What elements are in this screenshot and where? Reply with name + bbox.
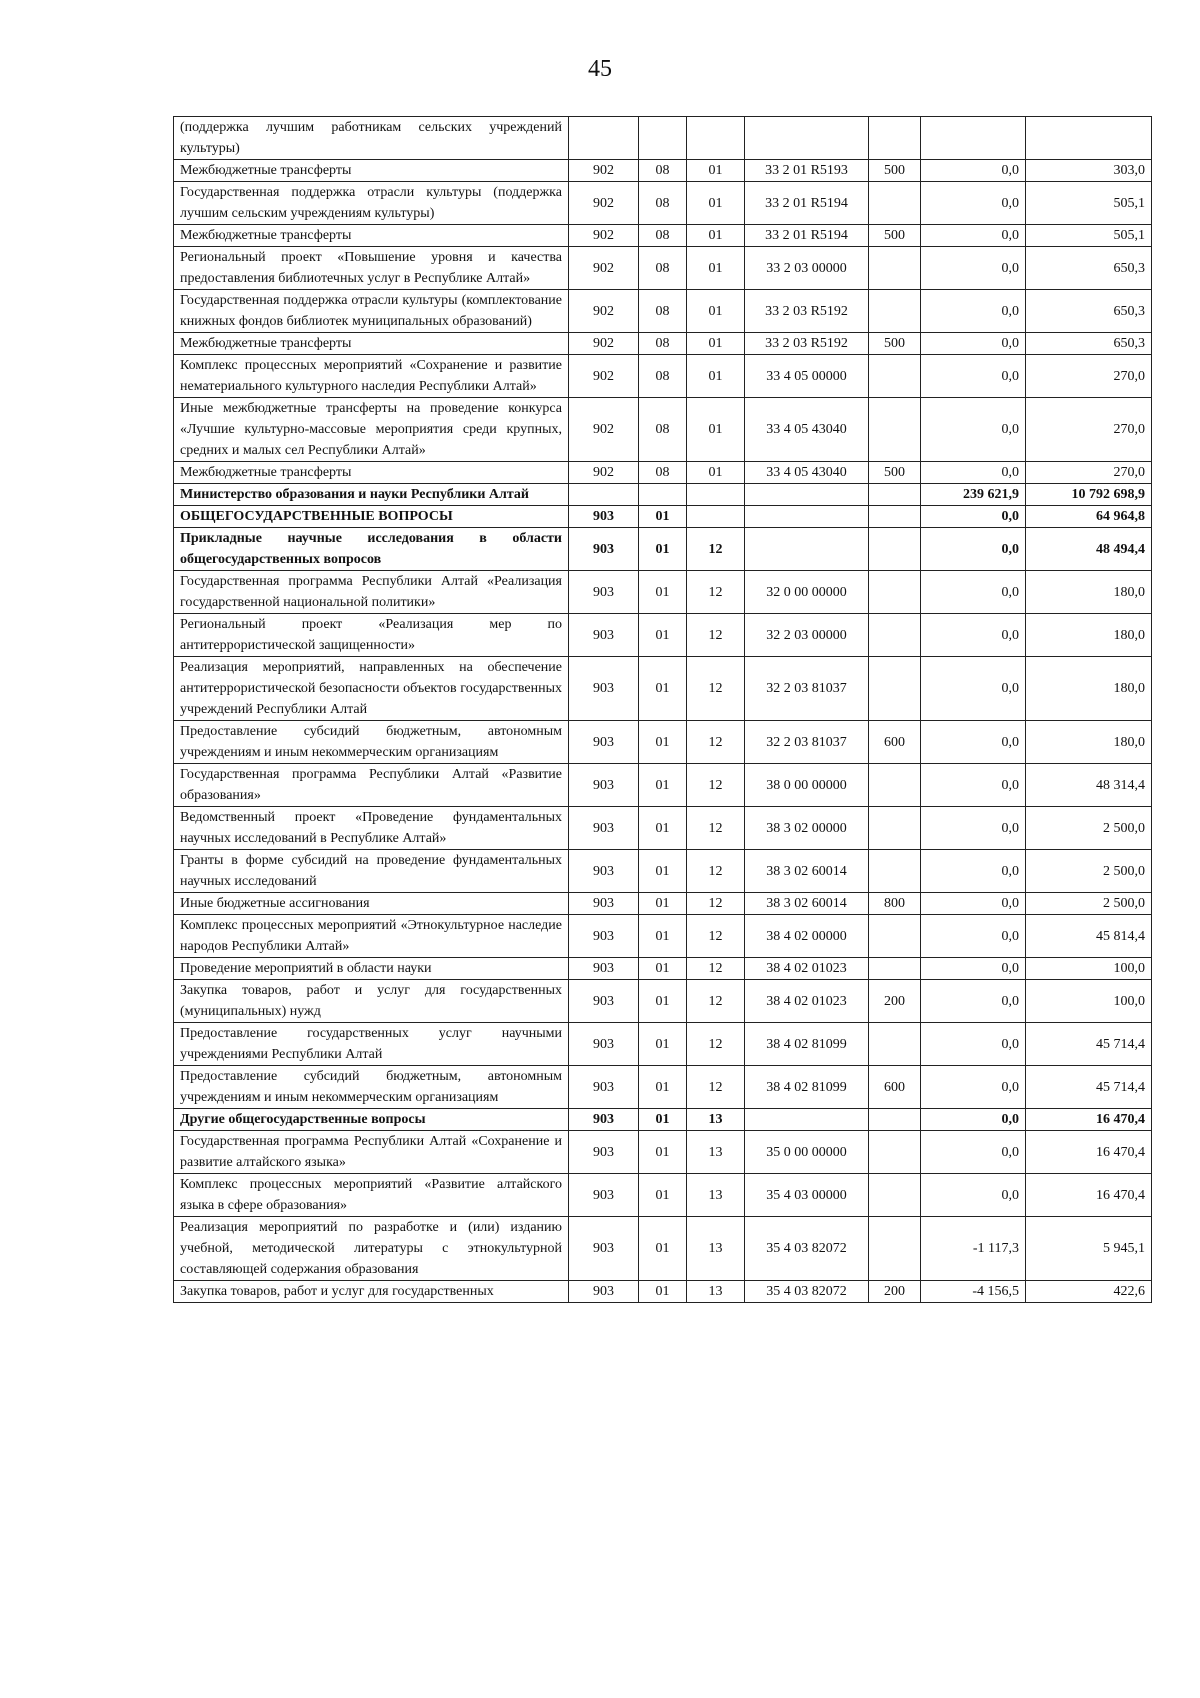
cell-target-article: 33 2 01 R5194 <box>745 182 869 225</box>
table-row <box>174 290 1152 333</box>
cell-grbs-code: 903 <box>569 1174 639 1217</box>
cell-target-article: 35 0 00 00000 <box>745 1131 869 1174</box>
cell-total-amount: 16 470,4 <box>1026 1174 1152 1217</box>
cell-total-amount: 650,3 <box>1026 247 1152 290</box>
cell-subsection-code <box>687 484 745 506</box>
cell-section-code: 01 <box>639 571 687 614</box>
table-row <box>174 1109 1152 1131</box>
cell-total-amount: 505,1 <box>1026 225 1152 247</box>
cell-expense-type <box>869 614 921 657</box>
table-row <box>174 160 1152 182</box>
table-row <box>174 225 1152 247</box>
cell-name: Государственная программа Республики Алтай «Сохранение и развитие алтайского языка» <box>174 1131 569 1174</box>
cell-name: Предоставление субсидий бюджетным, автономным учреждениям и иным некоммерческим организациям <box>174 721 569 764</box>
table-row <box>174 850 1152 893</box>
cell-section-code: 01 <box>639 807 687 850</box>
cell-section-code <box>639 484 687 506</box>
table-row <box>174 980 1152 1023</box>
table-row <box>174 247 1152 290</box>
table-row <box>174 807 1152 850</box>
cell-target-article <box>745 117 869 160</box>
cell-change-amount: 0,0 <box>921 1174 1026 1217</box>
cell-change-amount: 0,0 <box>921 1066 1026 1109</box>
cell-expense-type: 200 <box>869 1281 921 1303</box>
cell-expense-type <box>869 355 921 398</box>
cell-expense-type: 500 <box>869 225 921 247</box>
cell-change-amount: 0,0 <box>921 764 1026 807</box>
cell-target-article: 38 4 02 81099 <box>745 1023 869 1066</box>
cell-change-amount: 0,0 <box>921 528 1026 571</box>
cell-change-amount: 0,0 <box>921 807 1026 850</box>
cell-change-amount: 0,0 <box>921 614 1026 657</box>
cell-section-code: 01 <box>639 657 687 721</box>
cell-total-amount: 2 500,0 <box>1026 850 1152 893</box>
table-row <box>174 657 1152 721</box>
cell-expense-type <box>869 850 921 893</box>
table-row <box>174 1023 1152 1066</box>
cell-subsection-code: 13 <box>687 1109 745 1131</box>
cell-change-amount: 0,0 <box>921 850 1026 893</box>
cell-subsection-code: 12 <box>687 657 745 721</box>
cell-total-amount: 650,3 <box>1026 290 1152 333</box>
cell-section-code: 08 <box>639 247 687 290</box>
cell-expense-type <box>869 117 921 160</box>
cell-grbs-code: 902 <box>569 333 639 355</box>
cell-target-article <box>745 506 869 528</box>
cell-section-code: 01 <box>639 1281 687 1303</box>
cell-subsection-code <box>687 117 745 160</box>
cell-target-article: 32 2 03 81037 <box>745 721 869 764</box>
cell-section-code: 08 <box>639 160 687 182</box>
cell-name: ОБЩЕГОСУДАРСТВЕННЫЕ ВОПРОСЫ <box>174 506 569 528</box>
cell-change-amount: 0,0 <box>921 160 1026 182</box>
cell-section-code: 01 <box>639 764 687 807</box>
cell-subsection-code: 01 <box>687 355 745 398</box>
cell-section-code: 01 <box>639 1217 687 1281</box>
cell-name: Региональный проект «Повышение уровня и качества предоставления библиотечных услуг в Республике Алтай» <box>174 247 569 290</box>
cell-section-code: 01 <box>639 1066 687 1109</box>
cell-expense-type <box>869 657 921 721</box>
cell-name: Иные межбюджетные трансферты на проведение конкурса «Лучшие культурно-массовые мероприятия среди крупных, средних и малых сел Республики Алтай» <box>174 398 569 462</box>
cell-name: Государственная программа Республики Алтай «Развитие образования» <box>174 764 569 807</box>
cell-name: Комплекс процессных мероприятий «Этнокультурное наследие народов Республики Алтай» <box>174 915 569 958</box>
cell-expense-type <box>869 1131 921 1174</box>
cell-subsection-code: 12 <box>687 614 745 657</box>
cell-subsection-code: 12 <box>687 893 745 915</box>
cell-grbs-code: 903 <box>569 1023 639 1066</box>
cell-section-code: 08 <box>639 398 687 462</box>
cell-section-code: 08 <box>639 182 687 225</box>
table-row <box>174 506 1152 528</box>
cell-name: Комплекс процессных мероприятий «Сохранение и развитие нематериального культурного наследия Республики Алтай» <box>174 355 569 398</box>
cell-subsection-code: 01 <box>687 182 745 225</box>
cell-subsection-code: 12 <box>687 528 745 571</box>
cell-total-amount: 64 964,8 <box>1026 506 1152 528</box>
budget-table <box>173 116 1152 1303</box>
cell-target-article: 38 4 02 01023 <box>745 980 869 1023</box>
cell-grbs-code: 903 <box>569 893 639 915</box>
table-row <box>174 182 1152 225</box>
table-row <box>174 721 1152 764</box>
cell-expense-type <box>869 290 921 333</box>
cell-subsection-code: 01 <box>687 333 745 355</box>
cell-subsection-code: 01 <box>687 225 745 247</box>
cell-section-code: 01 <box>639 980 687 1023</box>
table-row <box>174 893 1152 915</box>
cell-subsection-code: 12 <box>687 571 745 614</box>
cell-total-amount: 2 500,0 <box>1026 893 1152 915</box>
cell-name: Государственная поддержка отрасли культуры (поддержка лучшим сельским учреждениям культуры) <box>174 182 569 225</box>
cell-grbs-code: 903 <box>569 528 639 571</box>
cell-total-amount: 180,0 <box>1026 657 1152 721</box>
cell-target-article: 33 4 05 43040 <box>745 462 869 484</box>
cell-subsection-code: 12 <box>687 958 745 980</box>
table-row <box>174 958 1152 980</box>
cell-total-amount <box>1026 117 1152 160</box>
cell-grbs-code: 903 <box>569 721 639 764</box>
cell-change-amount: 0,0 <box>921 657 1026 721</box>
cell-section-code: 08 <box>639 355 687 398</box>
cell-grbs-code: 903 <box>569 1281 639 1303</box>
cell-section-code: 08 <box>639 333 687 355</box>
cell-expense-type <box>869 915 921 958</box>
table-row <box>174 1131 1152 1174</box>
cell-subsection-code: 13 <box>687 1281 745 1303</box>
cell-expense-type <box>869 764 921 807</box>
cell-total-amount: 100,0 <box>1026 980 1152 1023</box>
cell-target-article: 38 3 02 60014 <box>745 850 869 893</box>
cell-name: Реализация мероприятий по разработке и (или) изданию учебной, методической литературы с этнокультурной составляющей содержания образования <box>174 1217 569 1281</box>
cell-change-amount: 0,0 <box>921 182 1026 225</box>
cell-grbs-code: 903 <box>569 807 639 850</box>
cell-change-amount: 0,0 <box>921 247 1026 290</box>
cell-section-code <box>639 117 687 160</box>
cell-grbs-code: 903 <box>569 1131 639 1174</box>
cell-change-amount: 239 621,9 <box>921 484 1026 506</box>
cell-total-amount: 2 500,0 <box>1026 807 1152 850</box>
cell-total-amount: 270,0 <box>1026 462 1152 484</box>
cell-subsection-code: 01 <box>687 462 745 484</box>
cell-target-article <box>745 1109 869 1131</box>
cell-total-amount: 180,0 <box>1026 571 1152 614</box>
cell-name: Межбюджетные трансферты <box>174 160 569 182</box>
cell-section-code: 08 <box>639 290 687 333</box>
table-row <box>174 1066 1152 1109</box>
cell-change-amount: 0,0 <box>921 893 1026 915</box>
cell-name: Предоставление субсидий бюджетным, автономным учреждениям и иным некоммерческим организациям <box>174 1066 569 1109</box>
cell-name: (поддержка лучшим работникам сельских учреждений культуры) <box>174 117 569 160</box>
cell-expense-type: 500 <box>869 462 921 484</box>
cell-change-amount: 0,0 <box>921 1131 1026 1174</box>
cell-subsection-code: 13 <box>687 1131 745 1174</box>
cell-expense-type <box>869 506 921 528</box>
cell-grbs-code: 903 <box>569 614 639 657</box>
cell-section-code: 01 <box>639 721 687 764</box>
table-row <box>174 1217 1152 1281</box>
cell-grbs-code: 902 <box>569 290 639 333</box>
cell-total-amount: 5 945,1 <box>1026 1217 1152 1281</box>
cell-expense-type: 600 <box>869 721 921 764</box>
cell-expense-type <box>869 1174 921 1217</box>
cell-grbs-code: 902 <box>569 355 639 398</box>
cell-grbs-code: 902 <box>569 247 639 290</box>
cell-grbs-code: 903 <box>569 571 639 614</box>
cell-grbs-code: 903 <box>569 657 639 721</box>
cell-grbs-code: 902 <box>569 398 639 462</box>
cell-expense-type <box>869 807 921 850</box>
cell-total-amount: 45 714,4 <box>1026 1023 1152 1066</box>
table-body <box>174 117 1152 1303</box>
cell-name: Реализация мероприятий, направленных на обеспечение антитеррористической безопасности объектов государственных учреждений Республики Алтай <box>174 657 569 721</box>
cell-target-article: 33 2 03 R5192 <box>745 290 869 333</box>
cell-total-amount: 10 792 698,9 <box>1026 484 1152 506</box>
cell-total-amount: 422,6 <box>1026 1281 1152 1303</box>
table-row <box>174 764 1152 807</box>
cell-name: Межбюджетные трансферты <box>174 333 569 355</box>
cell-name: Другие общегосударственные вопросы <box>174 1109 569 1131</box>
cell-name: Министерство образования и науки Республики Алтай <box>174 484 569 506</box>
cell-total-amount: 48 494,4 <box>1026 528 1152 571</box>
cell-change-amount: 0,0 <box>921 398 1026 462</box>
cell-section-code: 01 <box>639 1174 687 1217</box>
cell-target-article: 33 2 01 R5194 <box>745 225 869 247</box>
cell-change-amount: 0,0 <box>921 225 1026 247</box>
cell-section-code: 08 <box>639 225 687 247</box>
cell-name: Комплекс процессных мероприятий «Развитие алтайского языка в сфере образования» <box>174 1174 569 1217</box>
cell-section-code: 01 <box>639 1109 687 1131</box>
cell-grbs-code: 903 <box>569 915 639 958</box>
cell-section-code: 01 <box>639 506 687 528</box>
cell-grbs-code: 902 <box>569 160 639 182</box>
cell-expense-type <box>869 1023 921 1066</box>
cell-total-amount: 505,1 <box>1026 182 1152 225</box>
cell-subsection-code: 12 <box>687 764 745 807</box>
cell-expense-type: 500 <box>869 333 921 355</box>
cell-total-amount: 270,0 <box>1026 355 1152 398</box>
cell-total-amount: 270,0 <box>1026 398 1152 462</box>
cell-expense-type: 200 <box>869 980 921 1023</box>
cell-name: Государственная поддержка отрасли культуры (комплектование книжных фондов библиотек муниципальных образований) <box>174 290 569 333</box>
cell-section-code: 01 <box>639 915 687 958</box>
cell-change-amount: 0,0 <box>921 462 1026 484</box>
cell-expense-type: 800 <box>869 893 921 915</box>
cell-grbs-code: 903 <box>569 1109 639 1131</box>
cell-name: Прикладные научные исследования в области общегосударственных вопросов <box>174 528 569 571</box>
cell-name: Закупка товаров, работ и услуг для государственных <box>174 1281 569 1303</box>
cell-grbs-code: 902 <box>569 225 639 247</box>
cell-change-amount: 0,0 <box>921 290 1026 333</box>
cell-change-amount: 0,0 <box>921 571 1026 614</box>
cell-grbs-code: 903 <box>569 980 639 1023</box>
cell-total-amount: 45 714,4 <box>1026 1066 1152 1109</box>
table-row <box>174 398 1152 462</box>
cell-grbs-code <box>569 117 639 160</box>
cell-change-amount: 0,0 <box>921 355 1026 398</box>
cell-expense-type <box>869 484 921 506</box>
cell-subsection-code: 01 <box>687 290 745 333</box>
cell-change-amount: 0,0 <box>921 506 1026 528</box>
table-row <box>174 528 1152 571</box>
cell-expense-type <box>869 571 921 614</box>
table-row <box>174 117 1152 160</box>
cell-total-amount: 100,0 <box>1026 958 1152 980</box>
cell-name: Межбюджетные трансферты <box>174 225 569 247</box>
cell-section-code: 01 <box>639 614 687 657</box>
cell-change-amount: 0,0 <box>921 915 1026 958</box>
cell-section-code: 01 <box>639 850 687 893</box>
table-row <box>174 614 1152 657</box>
cell-target-article: 33 2 01 R5193 <box>745 160 869 182</box>
cell-expense-type <box>869 1109 921 1131</box>
cell-change-amount: 0,0 <box>921 958 1026 980</box>
cell-expense-type <box>869 1217 921 1281</box>
cell-subsection-code: 12 <box>687 807 745 850</box>
cell-target-article: 33 2 03 R5192 <box>745 333 869 355</box>
cell-subsection-code: 12 <box>687 915 745 958</box>
cell-subsection-code: 01 <box>687 160 745 182</box>
cell-target-article: 38 3 02 00000 <box>745 807 869 850</box>
cell-subsection-code: 12 <box>687 721 745 764</box>
cell-subsection-code: 01 <box>687 398 745 462</box>
cell-subsection-code: 12 <box>687 1023 745 1066</box>
cell-change-amount <box>921 117 1026 160</box>
table-row <box>174 484 1152 506</box>
cell-total-amount: 180,0 <box>1026 614 1152 657</box>
cell-target-article <box>745 484 869 506</box>
cell-name: Гранты в форме субсидий на проведение фундаментальных научных исследований <box>174 850 569 893</box>
cell-expense-type <box>869 247 921 290</box>
table-row <box>174 915 1152 958</box>
cell-change-amount: 0,0 <box>921 1109 1026 1131</box>
cell-subsection-code: 13 <box>687 1217 745 1281</box>
cell-total-amount: 16 470,4 <box>1026 1109 1152 1131</box>
cell-section-code: 01 <box>639 1023 687 1066</box>
cell-section-code: 01 <box>639 893 687 915</box>
cell-subsection-code: 12 <box>687 980 745 1023</box>
cell-total-amount: 650,3 <box>1026 333 1152 355</box>
cell-change-amount: 0,0 <box>921 980 1026 1023</box>
cell-expense-type: 600 <box>869 1066 921 1109</box>
cell-target-article: 35 4 03 00000 <box>745 1174 869 1217</box>
cell-grbs-code: 902 <box>569 182 639 225</box>
cell-subsection-code: 12 <box>687 850 745 893</box>
table-row <box>174 1281 1152 1303</box>
cell-subsection-code: 12 <box>687 1066 745 1109</box>
table-row <box>174 355 1152 398</box>
cell-target-article: 35 4 03 82072 <box>745 1217 869 1281</box>
cell-total-amount: 16 470,4 <box>1026 1131 1152 1174</box>
cell-grbs-code: 903 <box>569 850 639 893</box>
cell-target-article: 38 4 02 81099 <box>745 1066 869 1109</box>
cell-total-amount: 48 314,4 <box>1026 764 1152 807</box>
page-number: 45 <box>588 56 612 82</box>
cell-target-article: 32 2 03 00000 <box>745 614 869 657</box>
cell-target-article: 38 4 02 01023 <box>745 958 869 980</box>
cell-grbs-code <box>569 484 639 506</box>
cell-section-code: 01 <box>639 1131 687 1174</box>
cell-target-article: 33 4 05 00000 <box>745 355 869 398</box>
cell-name: Иные бюджетные ассигнования <box>174 893 569 915</box>
cell-change-amount: 0,0 <box>921 721 1026 764</box>
cell-name: Проведение мероприятий в области науки <box>174 958 569 980</box>
cell-section-code: 01 <box>639 958 687 980</box>
cell-total-amount: 303,0 <box>1026 160 1152 182</box>
cell-section-code: 08 <box>639 462 687 484</box>
cell-change-amount: -4 156,5 <box>921 1281 1026 1303</box>
cell-subsection-code <box>687 506 745 528</box>
cell-name: Предоставление государственных услуг научными учреждениями Республики Алтай <box>174 1023 569 1066</box>
cell-target-article: 38 4 02 00000 <box>745 915 869 958</box>
table-row <box>174 462 1152 484</box>
cell-expense-type <box>869 398 921 462</box>
cell-grbs-code: 903 <box>569 506 639 528</box>
cell-section-code: 01 <box>639 528 687 571</box>
cell-name: Закупка товаров, работ и услуг для государственных (муниципальных) нужд <box>174 980 569 1023</box>
table-row <box>174 333 1152 355</box>
cell-total-amount: 45 814,4 <box>1026 915 1152 958</box>
cell-expense-type <box>869 958 921 980</box>
cell-target-article: 33 4 05 43040 <box>745 398 869 462</box>
cell-grbs-code: 903 <box>569 1217 639 1281</box>
cell-change-amount: -1 117,3 <box>921 1217 1026 1281</box>
cell-name: Региональный проект «Реализация мер по антитеррористической защищенности» <box>174 614 569 657</box>
cell-target-article: 38 3 02 60014 <box>745 893 869 915</box>
cell-grbs-code: 902 <box>569 462 639 484</box>
table-row <box>174 1174 1152 1217</box>
cell-expense-type <box>869 528 921 571</box>
cell-target-article: 38 0 00 00000 <box>745 764 869 807</box>
cell-expense-type <box>869 182 921 225</box>
cell-name: Ведомственный проект «Проведение фундаментальных научных исследований в Республике Алтай» <box>174 807 569 850</box>
cell-target-article: 35 4 03 82072 <box>745 1281 869 1303</box>
cell-grbs-code: 903 <box>569 958 639 980</box>
cell-grbs-code: 903 <box>569 1066 639 1109</box>
cell-expense-type: 500 <box>869 160 921 182</box>
cell-change-amount: 0,0 <box>921 1023 1026 1066</box>
cell-subsection-code: 01 <box>687 247 745 290</box>
cell-total-amount: 180,0 <box>1026 721 1152 764</box>
cell-grbs-code: 903 <box>569 764 639 807</box>
cell-subsection-code: 13 <box>687 1174 745 1217</box>
cell-target-article: 32 0 00 00000 <box>745 571 869 614</box>
cell-target-article: 32 2 03 81037 <box>745 657 869 721</box>
cell-target-article <box>745 528 869 571</box>
cell-name: Межбюджетные трансферты <box>174 462 569 484</box>
cell-target-article: 33 2 03 00000 <box>745 247 869 290</box>
table-row <box>174 571 1152 614</box>
cell-name: Государственная программа Республики Алтай «Реализация государственной национальной политики» <box>174 571 569 614</box>
cell-change-amount: 0,0 <box>921 333 1026 355</box>
